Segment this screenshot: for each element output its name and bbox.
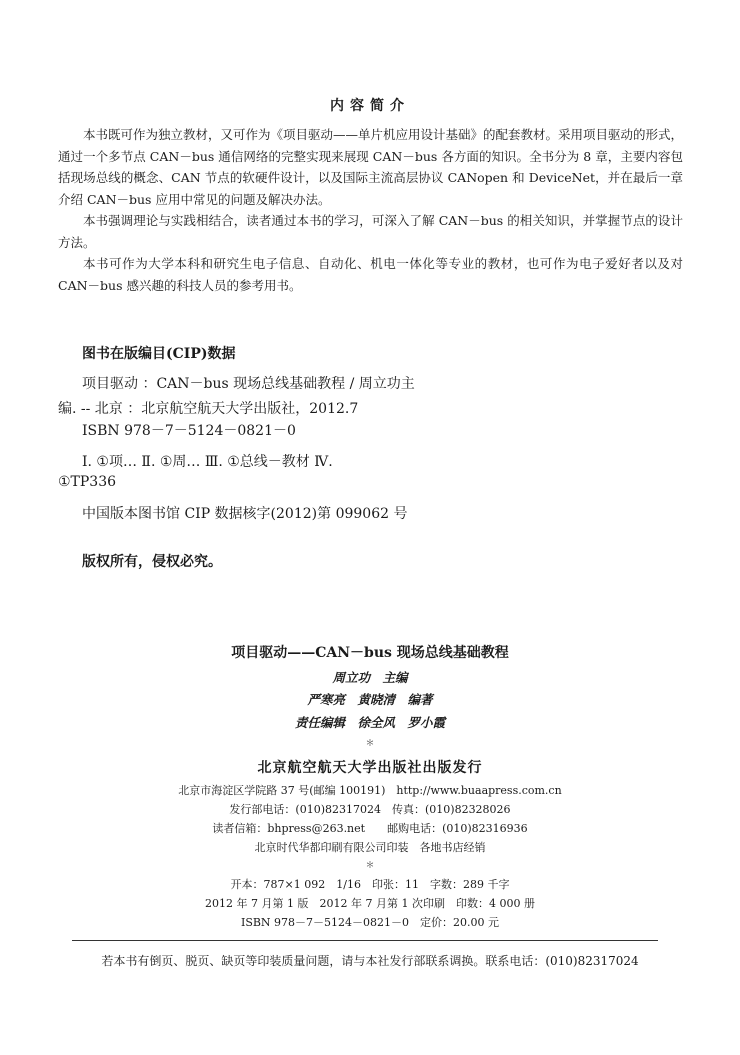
cip-heading: 图书在版编目(CIP)数据 xyxy=(82,346,236,362)
reader-mail: 读者信箱：bhpress@263.net 邮购电话：(010)82316936 xyxy=(212,822,528,835)
intro-paragraph-1: 本书既可作为独立教材，又可作为《项目驱动——单片机应用设计基础》的配套教材。采用项目驱动的形式，通过一个多节点 CAN－bus 通信网络的完整实现来展现 CAN－bus 各方面的知识。全书分为 8 章，主要内容包括现场总线的概念、CAN 节点的软硬件设计，以及国际主流高层协议 CANopen 和 DeviceNet，并在最后一章介绍 CAN－bus 应用中常见的问题及解决办法。 xyxy=(58,127,684,207)
intro-paragraph-3: 本书可作为大学本科和研究生电子信息、自动化、机电一体化等专业的教材，也可作为电子爱好者以及对 CAN－bus 感兴趣的科技人员的参考用书。 xyxy=(58,256,683,293)
separator-star-2: ＊ xyxy=(365,861,375,871)
intro-title: 内容简介 xyxy=(330,98,410,114)
responsible-editors: 责任编辑 徐全风 罗小霞 xyxy=(294,715,445,730)
printer: 北京时代华都印刷有限公司印装 各地书店经销 xyxy=(254,841,486,854)
book-edition: 2012 年 7 月第 1 版 2012 年 7 月第 1 次印刷 印数：4 000 册 xyxy=(205,897,535,910)
cip-line-2: 编. -- 北京 ：北京航空航天大学出版社，2012.7 xyxy=(58,401,359,417)
cip-line-3: ISBN 978－7－5124－0821－0 xyxy=(82,423,296,439)
publisher: 北京航空航天大学出版社出版发行 xyxy=(257,760,483,776)
isbn-price: ISBN 978－7－5124－0821－0 定价：20.00 元 xyxy=(240,916,500,929)
dept-phone: 发行部电话：(010)82317024 传真：(010)82328026 xyxy=(229,803,511,816)
cip-line-4: Ⅰ. ①项… Ⅱ. ①周… Ⅲ. ①总线－教材 Ⅳ. xyxy=(82,454,333,470)
publisher-address: 北京市海淀区学院路 37 号(邮编 100191) http://www.buaapress.com.cn xyxy=(178,784,562,797)
book-format: 开本：787×1 092 1/16 印张：11 字数：289 千字 xyxy=(230,878,510,891)
cip-line-1: 项目驱动 ：CAN－bus 现场总线基础教程 / 周立功主 xyxy=(82,376,415,392)
cip-line-5: ①TP336 xyxy=(58,474,117,490)
footer-divider xyxy=(72,940,658,941)
footer-notice: 若本书有倒页、脱页、缺页等印装质量问题，请与本社发行部联系调换。联系电话：(010)82317024 xyxy=(101,954,639,968)
cip-line-6: 中国版本图书馆 CIP 数据核字(2012)第 099062 号 xyxy=(82,506,408,522)
compilers: 严寒亮 黄晓清 编著 xyxy=(307,692,433,707)
chief-editor: 周立功 主编 xyxy=(332,670,408,685)
rights-notice: 版权所有，侵权必究。 xyxy=(82,554,222,570)
separator-star-1: ＊ xyxy=(365,739,375,749)
intro-paragraph-2: 本书强调理论与实践相结合，读者通过本书的学习，可深入了解 CAN－bus 的相关知识，并掌握节点的设计方法。 xyxy=(58,213,683,250)
book-title: 项目驱动——CAN－bus 现场总线基础教程 xyxy=(231,645,509,661)
